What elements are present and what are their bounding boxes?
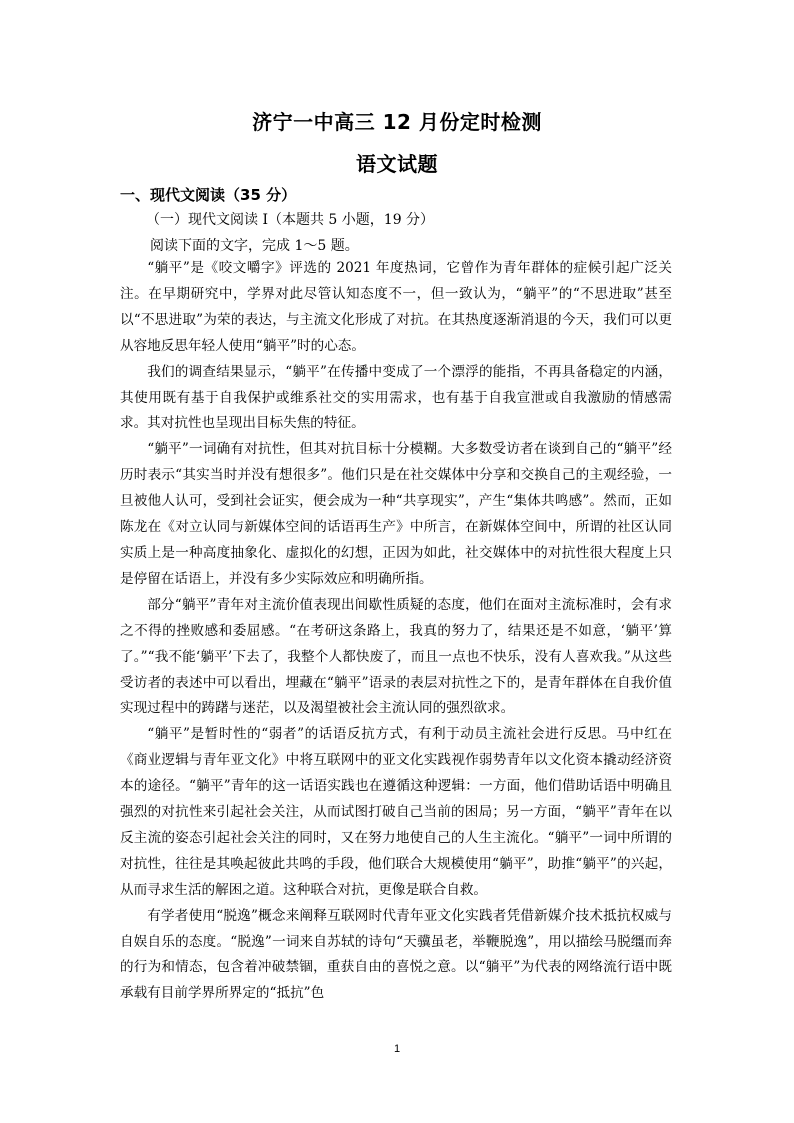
section-heading: 一、现代文阅读（35 分） bbox=[120, 186, 297, 204]
paragraph: 有学者使用“脱逸”概念来阐释互联网时代青年亚文化实践者凭借新媒介技术抵抗权威与自娱自乐的态度。“脱逸”一词来自苏轼的诗句“天骥虽老，举鞭脱逸”，用以描绘马脱缰而奔的行为和情态，包含着冲破禁锢，重获自由的喜悦之意。以“躺平”为代表的网络流行语中既承载有目前学界所界定的“抵抗”色 bbox=[120, 907, 672, 1002]
paragraph: 部分“躺平”青年对主流价值表现出间歇性质疑的态度，他们在面对主流标准时，会有求之不得的挫败感和委屈感。“在考研这条路上，我真的努力了，结果还是不如意，‘躺平’算了。”“我不能‘躺平’下去了，我整个人都快废了，而且一点也不快乐，没有人喜欢我。”从这些受访者的表述中可以看出，埋藏在“躺平”语录的表层对抗性之下的，是青年群体在自我价值实现过程中的踌躇与迷茫，以及渴望被社会主流认同的强烈欲求。 bbox=[120, 596, 672, 717]
paragraph: “躺平”是暂时性的“弱者”的话语反抗方式，有利于动员主流社会进行反思。马中红在《商业逻辑与青年亚文化》中将互联网中的亚文化实践视作弱势青年以文化资本撬动经济资本的途径。“躺平”青年的这一话语实践也在遵循这种逻辑：一方面，他们借助话语中明确且强烈的对抗性来引起社会关注，从而试图打破自己当前的困局；另一方面，“躺平”青年在以反主流的姿态引起社会关注的同时，又在努力地使自己的人生主流化。“躺平”一词中所谓的对抗性，往往是其唤起彼此共鸣的手段，他们联合大规模使用“躺平”，助推“躺平”的兴起，从而寻求生活的解困之道。这种联合对抗，更像是联合自救。 bbox=[120, 726, 672, 898]
document-title: 济宁一中高三 12 月份定时检测 bbox=[252, 110, 542, 134]
page-number: 1 bbox=[393, 1043, 401, 1055]
paragraph: “躺平”是《咬文嚼字》评选的 2021 年度热词，它曾作为青年群体的症候引起广泛关注。在早期研究中，学界对此尽管认知态度不一，但一致认为，“躺平”的“不思进取”甚至以“不思进取”为荣的表达，与主流文化形成了对抗。在其热度逐渐消退的今天，我们可以更从容地反思年轻人使用“躺平”时的心态。 bbox=[120, 260, 672, 354]
subsection-heading: （一）现代文阅读 I（本题共 5 小题，19 分） bbox=[146, 212, 435, 228]
reading-passage bbox=[120, 256, 672, 1007]
document-subtitle: 语文试题 bbox=[356, 152, 438, 176]
paragraph: “躺平”一词确有对抗性，但其对抗目标十分模糊。大多数受访者在谈到自己的“躺平”经历时表示“其实当时并没有想很多”。他们只是在社交媒体中分享和交换自己的主观经验，一旦被他人认可，受到社会证实，便会成为一种“共享现实”，产生“集体共鸣感”。然而，正如陈龙在《对立认同与新媒体空间的话语再生产》中所言，在新媒体空间中，所谓的社区认同实质上是一种高度抽象化、虚拟化的幻想，正因为如此，社交媒体中的对抗性很大程度上只是停留在话语上，并没有多少实际效应和明确所指。 bbox=[120, 441, 672, 587]
reading-instruction: 阅读下面的文字，完成 1～5 题。 bbox=[150, 238, 359, 254]
paragraph: 我们的调查结果显示，“躺平”在传播中变成了一个漂浮的能指，不再具备稳定的内涵，其使用既有基于自我保护或维系社交的实用需求，也有基于自我宣泄或自我激励的情感需求。其对抗性也呈现出目标失焦的特征。 bbox=[120, 363, 672, 432]
